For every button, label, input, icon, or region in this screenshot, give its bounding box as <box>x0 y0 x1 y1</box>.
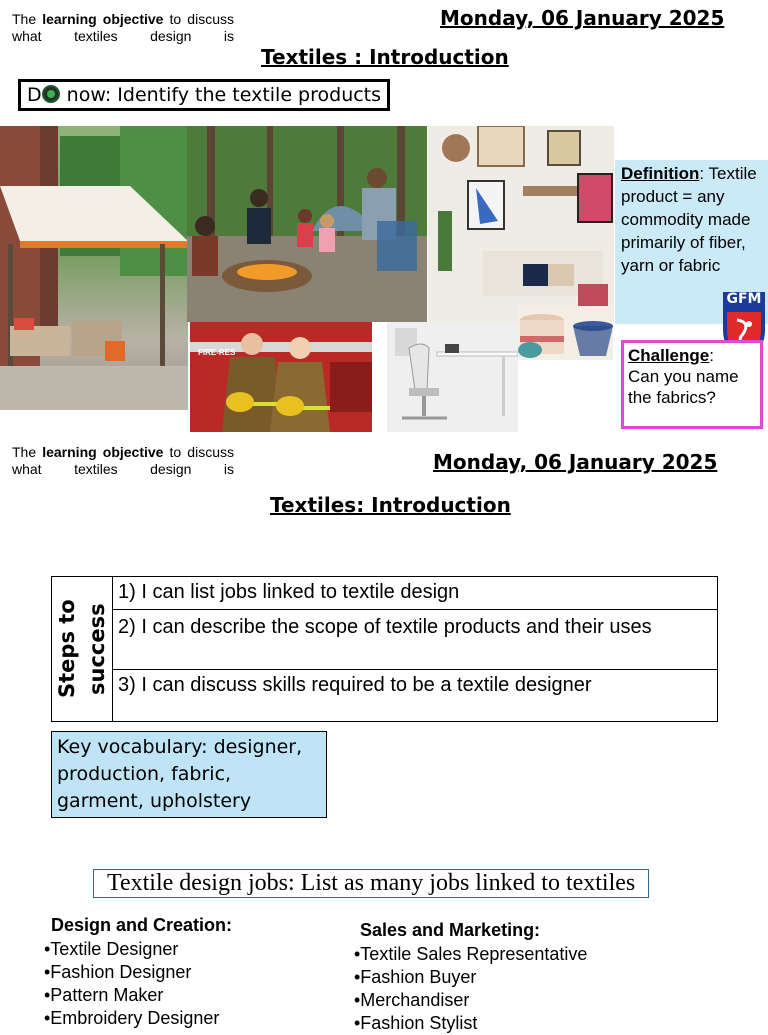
baskets-image <box>518 306 613 360</box>
lo-suffix: to discuss what textiles design is <box>12 11 234 44</box>
lo-bold: learning objective <box>42 11 164 27</box>
design-creation-heading: Design and Creation: <box>51 915 233 935</box>
challenge-text: Can you name the fabrics? <box>628 367 739 407</box>
list-item: •Embroidery Designer <box>44 1008 220 1028</box>
learning-objective-2 <box>12 444 234 478</box>
list-item: •Fashion Designer <box>44 962 192 982</box>
fire-truck-sign: FIRE-RES <box>198 348 236 357</box>
sales-marketing-heading: Sales and Marketing: <box>360 920 541 940</box>
lo-prefix: The <box>12 11 37 27</box>
design-jobs-list <box>44 938 219 1030</box>
list-item: •Fashion Stylist <box>354 1013 478 1033</box>
lo-prefix-2: The <box>12 444 37 460</box>
sales-jobs-list <box>354 943 587 1035</box>
list-item: •Merchandiser <box>354 990 470 1010</box>
firefighters-image <box>190 322 372 432</box>
do-now-text: now: Identify the textile products <box>60 84 382 106</box>
step-1: 1) I can list jobs linked to textile design <box>113 577 718 610</box>
step-2: 2) I can describe the scope of textile products and their uses <box>113 610 718 670</box>
list-item: •Fashion Buyer <box>354 967 477 987</box>
list-item: •Textile Sales Representative <box>354 944 588 964</box>
do-now-letter: D <box>27 84 42 106</box>
slide-title-2: Textiles: Introduction <box>270 493 511 517</box>
lo-suffix-2: to discuss what textiles design is <box>12 444 234 477</box>
challenge-box <box>621 340 763 429</box>
date-heading: Monday, 06 January 2025 <box>440 6 725 30</box>
slide-title: Textiles : Introduction <box>261 45 509 69</box>
definition-text: : Textile product = any commodity made primarily of fiber, yarn or fabric <box>621 164 757 275</box>
o-logo-icon <box>42 85 60 103</box>
step-3: 3) I can discuss skills required to be a textile designer <box>113 670 718 722</box>
steps-label: Steps to success <box>55 599 109 699</box>
steps-to-success-table <box>51 576 718 722</box>
office-chair-image <box>387 322 518 432</box>
challenge-colon: : <box>709 346 714 365</box>
list-item: •Textile Designer <box>44 939 179 959</box>
steps-label-cell <box>52 577 113 722</box>
living-room-image <box>428 126 614 322</box>
date-heading-2: Monday, 06 January 2025 <box>433 450 718 474</box>
camping-image <box>187 126 427 322</box>
patio-image <box>0 126 188 410</box>
do-now-box <box>18 79 390 111</box>
learning-objective <box>12 11 234 45</box>
list-item: •Pattern Maker <box>44 985 164 1005</box>
lo-bold-2: learning objective <box>42 444 164 460</box>
definition-heading: Definition <box>621 164 700 183</box>
jobs-title-box: Textile design jobs: List as many jobs linked to textiles <box>93 869 649 898</box>
logo-lettering: GFM <box>726 291 762 307</box>
challenge-heading: Challenge <box>628 346 710 365</box>
key-vocabulary-box: Key vocabulary: designer, production, fabric, garment, upholstery <box>51 731 327 818</box>
